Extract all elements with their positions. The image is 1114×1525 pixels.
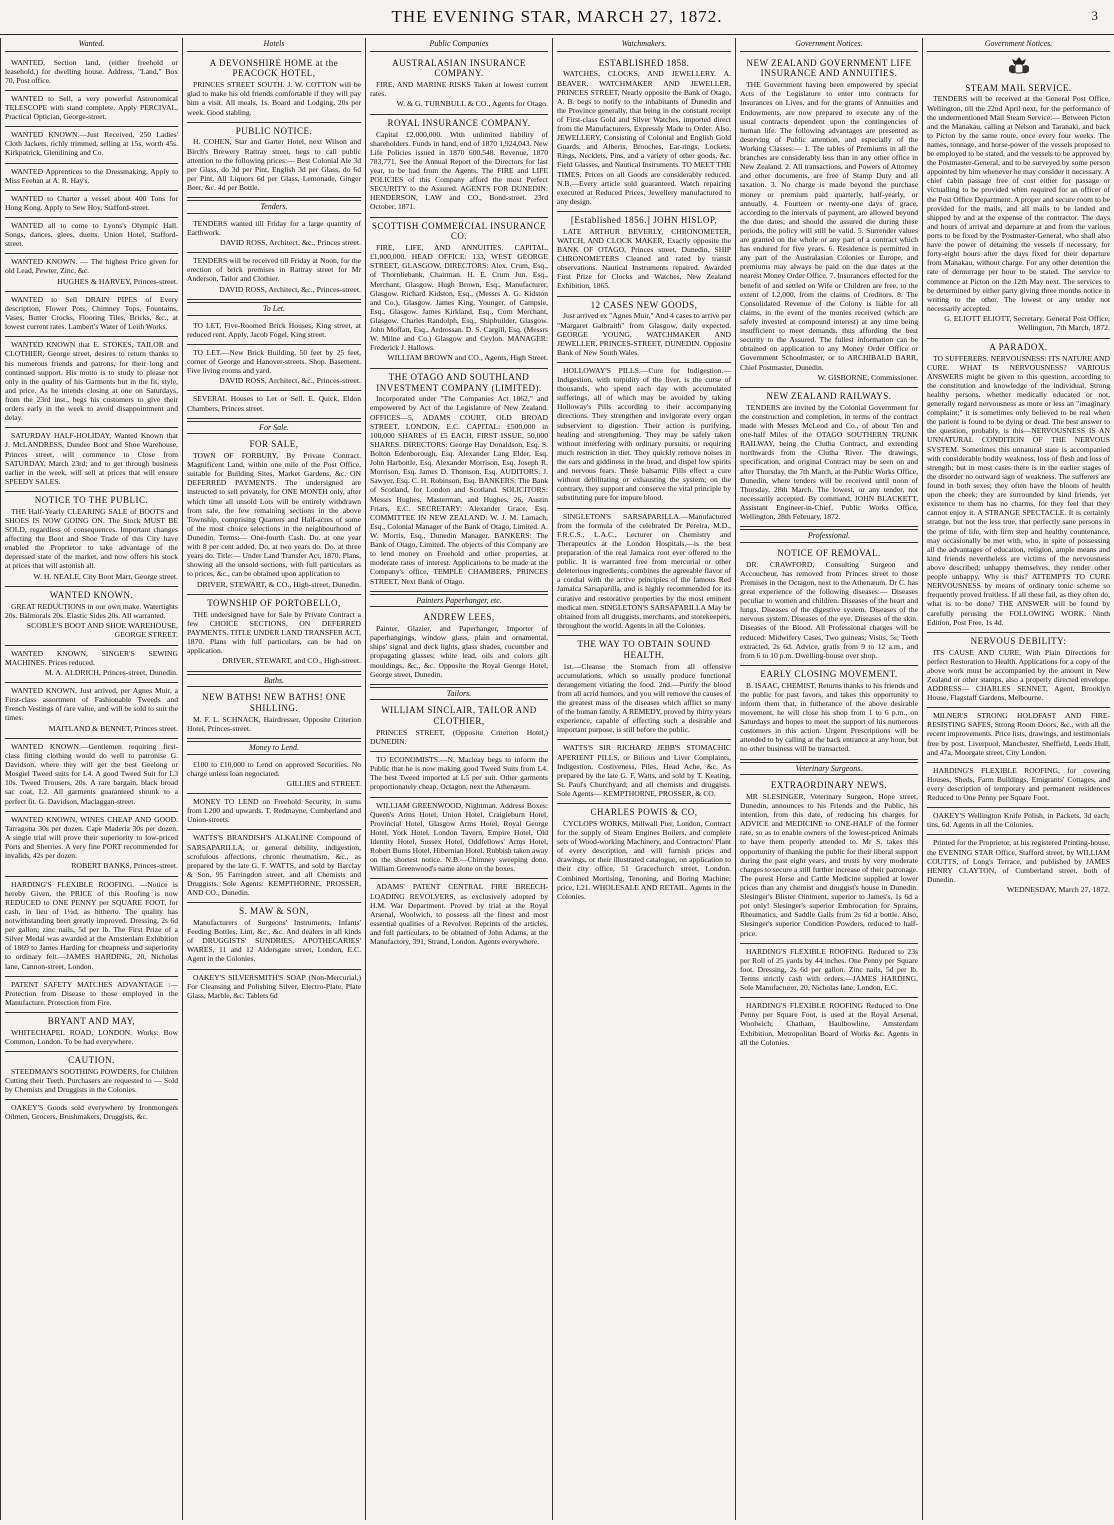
ad-body: MONEY TO LEND on Freehold Security, in sums from L200 and upwards. T. Redmayne, Cumberland and Union-streets. bbox=[187, 797, 361, 825]
advertisement bbox=[740, 388, 918, 527]
advertisement bbox=[5, 977, 178, 1013]
ad-body: HOLLOWAY'S PILLS.—Cure for Indigestion.—Indigestion, with torpidity of the liver, is the curse of thousands, who spend each day with accumulated sufferings, all of which may be avoided by taking Holloway's Pills according to their accompanying directions. They strengthen and invigorate every organ subservient to digestion. Their action is purifying, healing and strengthening. They may be safely taken without interfering with ordinary pursuits, or requiring much restriction in diet. They quickly remove noises in the ears and giddiness in the head, and dispel low spirits and nervous fears. These balsamic Pills effect a cure without debilitating or exhausting the system; on the contrary, they support and conserve the vital principle by substituting pure for impure blood. bbox=[557, 365, 731, 503]
ad-heading: NEW BATHS! NEW BATHS! ONE SHILLING. bbox=[202, 692, 346, 713]
ad-heading: ROYAL INSURANCE COMPANY. bbox=[387, 117, 531, 128]
ad-body: Printed for the Proprietor, at his registered Printing-house, the EVENING STAR Office, Stafford street, by WILLIAM COUTTS, of Long's Terrace, and published by JAMES HENRY CLAYTON, of Cumberland street, both of Dunedin. bbox=[927, 838, 1110, 884]
ad-body: TO ECONOMISTS.—N. Macleay begs to inform the Public that he is now making good Tweed Suits from L4. The best Tweed imported at L5 per suit. Other garments proportionately cheap. Octagon, next the Athenæum. bbox=[370, 755, 548, 792]
ad-signature: WEDNESDAY, March 27, 1872. bbox=[1006, 884, 1110, 894]
advertisement bbox=[5, 428, 178, 492]
advertisement bbox=[5, 587, 178, 646]
ad-heading: ESTABLISHED 1858. bbox=[598, 57, 690, 68]
ad-body: HARDING'S FLEXIBLE ROOFING. Reduced to 23s per Roll of 25 yards by 44 inches. One Penny per Square foot. Dressing, 2s 6d per gallon. Zinc nails, 5d per lb. Terms strictly cash with orders.—JAMES HARDING, Sole Manufacturer, 20, Nicholas lane, London, E.C. bbox=[740, 946, 918, 993]
column-header: Government Notices. bbox=[740, 38, 918, 52]
advertisement bbox=[5, 127, 178, 163]
ad-body: PRINCES STREET SOUTH. J. W. COTTON will be glad to make his old friends comfortable if they will pay him a visit. All meals, 1s. Board and Lodging, 20s per week. Good stabling. bbox=[187, 80, 361, 117]
advertisement bbox=[5, 683, 178, 739]
advertisement bbox=[740, 545, 918, 666]
ad-signature: G. ELIOTT ELIOTT, Secretary. General Post Office, Wellington, 7th March, 1872. bbox=[944, 314, 1110, 333]
ad-signature: HUGHES & HARVEY, Princes-street. bbox=[57, 276, 178, 286]
ad-body: WANTED to Sell DRAIN PIPES of Every description, Flower Pots, Chimney Tops, Fountains, Vases, Butter Crocks, Flooring Tiles, Bricks, &c., at lowest current rates. Lambert's Water of Leith Works. bbox=[5, 294, 178, 332]
advertisement bbox=[187, 123, 361, 198]
column-government-notices-1 bbox=[735, 38, 922, 1520]
ad-body: M. F. L. SCHNACK, Hairdresser, Opposite Criterion Hotel, Princes-street. bbox=[187, 714, 361, 733]
advertisement bbox=[187, 391, 361, 418]
advertisement bbox=[5, 1100, 178, 1126]
ad-heading: NOTICE OF REMOVAL. bbox=[777, 547, 881, 558]
advertisement bbox=[5, 812, 178, 877]
advertisement bbox=[5, 55, 178, 91]
ad-body: TO SUFFERERS. NERVOUSNESS: ITS NATURE AND CURE. WHAT IS NERVOUSNESS? VARIOUS ANSWERS might be given to this question, according to the constitution and knowledge of the individual. Strong healthy persons, whether medically educated or not, generally regard nervousness as more or less an "imaginary complaint;" it is sometimes only believed to be real when the patient is found to be dying or dead. The best answer to the question, probably, is this—NERVOUSNESS IS AN UNNATURAL CONDITION OF THE NERVOUS SYSTEM. Sometimes this unnatural state is accompanied with considerable bodily weakness, loss of flesh and loss of strength; but in most cases there is in the earlier stages of the disorder no outward sign of weakness. The sufferers are found in both sexes; they often have the bloom of health upon the cheek; they are surrounded by kind friends, yet existence to them has no charms, for they feel that they cannot enjoy it. A STRANGE SPECTACLE. It is certainly strange, but not the less true, that perfectly sane persons in the prime of life, with firm step and healthy countenance, may occasionally be met with, who, in spite of possessing all the advantages of education, religion, ample means and kind friends nevertheless are victims of the nervousness above described; unhappy themselves, they render other people unhappy. Why is this? ATTEMPTS TO CURE NERVOUSNESS by means of ordinary tonic scheme so frequently proved fruitless. If all these fail, as they often do, what is to be done? THE ANSWER will be found by carefully perusing the FOLLOWING WORK. Ninth Edition, Post Free, 1s 4d. bbox=[927, 353, 1110, 627]
ad-body: WANTED KNOWN, SINGER'S SEWING MACHINES. Prices reduced. bbox=[5, 648, 178, 667]
advertisement bbox=[927, 708, 1110, 763]
advertisement bbox=[557, 636, 731, 740]
ad-signature: GILLIES and STREET. bbox=[286, 778, 361, 788]
ad-body: WANTED KNOWN.—Gentlemen requiring first-class fitting clothing would do well to patronise G. Davidson, where they will get the best Geelong or Mosgiel Tweed suits for L4. A good Tweed Suit for L3 10s. Tweed Trousers, 20s. A rare bargain, black broad sac coat, L2. All garments guaranteed shrunk to a perfect fit. G. Davidson, Maclaggan-street. bbox=[5, 741, 178, 806]
advertisement bbox=[187, 830, 361, 903]
ad-body: SEVERAL Houses to Let or Sell. E. Quick, Eldon Chambers, Princes street. bbox=[187, 394, 361, 413]
advertisement bbox=[187, 794, 361, 830]
ad-body: WANTED all to come to Lyons's Olympic Hall. Songs, dances, glees, duetts. Union Hotel, Stafford-street. bbox=[5, 221, 178, 249]
advertisement bbox=[187, 689, 361, 739]
ad-body: WILLIAM GREENWOOD, Nightman. Address Boxes: Queen's Arms Hotel, Union Hotel, Craigieburn Hotel, Provincial Hotel, Glasgow Arms Hotel, Royal George Hotel, York Hotel, London Tavern, Empire Hotel, Old Identity Hotel, Sussex Hotel, Oddfellows' Arms Hotel, Robert Burns Hotel, Hibernian Hotel. Rubbish taken away on the shortest notice. N.B.—Chimney sweeping done. William Greenwood's name alone on the boxes. bbox=[370, 800, 548, 874]
ad-body: Capital £2,000,000. With unlimited liability of shareholders. Funds in hand, end of 1870 1,924,043. New Life Policies issued in 1870 600,548. Revenue, 1870 783,771. See the Annual Report of the Directors for last year, to be had from the Agents. The FIRE and LIFE POLICIES of this Company afford the most Perfect SECURITY to the Assured. AGENTS FOR DUNEDIN: HENDERSON, LAW and CO., Bond-street. 23rd October, 1871. bbox=[370, 129, 548, 212]
section-header: Tenders. bbox=[187, 200, 361, 214]
advertisement bbox=[370, 609, 548, 684]
advertisement bbox=[187, 345, 361, 392]
ad-heading: ANDREW LEES, bbox=[423, 612, 495, 623]
ad-body: FIRE, LIFE, AND ANNUITIES. CAPITAL, £1,000,000. HEAD OFFICE: 133, WEST GEORGE STREET, GLASGOW. DIRECTORS: Alex. Crum, Esq., of Thornliebank, Chairman. H. E. Crum Jun. Esq., Merchant, Glasgow. Hugh Brown, Esq., Manufacturer, Glasgow. Richard Kidston, Esq., (Messrs A. G. Kidston and Co.), Glasgow. James King, Younger, of Campsie, Esq., Glasgow. James Kirkland, Esq., Corn Merchant, Glasgow. Charles Randolph, Esq., Shipbuilder, Glasgow. John Moffatt, Esq., Ardrossan. D. S. Cargill, Esq. (Messrs W. Milne and Co.) Glasgow and Ceylon. MANAGER: Frederick J. Hallows. bbox=[370, 243, 548, 353]
ad-signature: DRIVER, STEWART, and CO., High-street. bbox=[222, 656, 361, 666]
column-public-companies bbox=[365, 38, 552, 1520]
column-header: Hotels bbox=[187, 38, 361, 52]
advertisement bbox=[370, 115, 548, 218]
advertisement bbox=[187, 216, 361, 254]
advertisement bbox=[187, 55, 361, 123]
ad-body: TENDERS will be received till Friday at Noon, for the erection of brick premises in Rattray street for Mr Anderson, Tailor and Clothier. bbox=[187, 256, 361, 284]
advertisement bbox=[370, 752, 548, 797]
ad-signature: M. A. ALDRICH, Princes-street, Dunedin. bbox=[44, 667, 178, 677]
advertisement bbox=[557, 212, 731, 297]
advertisement bbox=[370, 369, 548, 592]
advertisement bbox=[5, 646, 178, 684]
ad-body: WANTED KNOWN that E. STOKES, TAILOR and CLOTHIER, George street, desires to return thanks to his numerous friends and patrons, for their long and continued support. His motto is to study to please not only in the quality of his Garments but in the fit, style, and price. As he intends closing at one on Saturdays, from the 23rd inst., begs his customers to give their orders early in the week to avoid disappointment and delay. bbox=[5, 340, 178, 423]
advertisement bbox=[740, 777, 918, 944]
ad-heading: FOR SALE, bbox=[249, 439, 299, 450]
advertisement bbox=[5, 191, 178, 218]
ad-heading: PUBLIC NOTICE. bbox=[235, 125, 313, 136]
section-header: Baths. bbox=[187, 674, 361, 688]
advertisement bbox=[557, 55, 731, 212]
advertisement bbox=[5, 254, 178, 292]
advertisement bbox=[740, 666, 918, 760]
ad-heading: NEW ZEALAND RAILWAYS. bbox=[766, 391, 892, 402]
advertisement bbox=[187, 436, 361, 595]
advertisement bbox=[927, 633, 1110, 708]
section-header: Professional. bbox=[740, 529, 918, 543]
ad-heading: CHARLES POWIS & CO, bbox=[590, 807, 698, 818]
advertisement bbox=[187, 757, 361, 795]
ad-body: WANTED KNOWN.—Just Received, 250 Ladies' Cloth Jackets, richly trimmed, selling at 15s, worth 45s. Kirkpatrick, Glendining and Co. bbox=[5, 130, 178, 158]
section-header: Tailors. bbox=[370, 687, 548, 701]
ad-body: TENDERS wanted till Friday for a large quantity of Earthwork. bbox=[187, 218, 361, 237]
ad-body: Incorporated under "The Companies Act 1862," and empowered by Act of the Legislature of New Zealand. OFFICES—5, ADAMS COURT, OLD BROAD STREET, LONDON, E.C. CAPITAL: £500,000 in 100,000 SHARES of £5 EACH, FIRST ISSUE, 50,000 SHARES. DIRECTORS: George Hay Donaldson, Esq. S. Bolton Edenborough, Esq. Alexander Lang Elder, Esq. John Harbottle, Esq. Alexander Morrison, Esq. Joseph R. Morrison, Esq. James D. Thomson, Esq. AUDITORS: J. Sawyer, Esq. C. H. Robinson, Esq. BANKERS: The Bank of Scotland, for London and Scotland. SOLICITORS: Messrs Hughes, Masterman, and Hughes, 26, Austin Friars, E.C. SECRETARY: Alexander Grace, Esq. COMMITTEE IN NEW ZEALAND: W. J. M. Larnach, Esq., Colonial Manager of the Bank of Otago, Limited. A. W. Morris, Esq., Dunedin Manager. BANKERS: The Bank of Otago, Limited. The objects of this Company are to lend money on Freehold and other properties, at moderate rates of interest. Applications to be made at the Company's office, TEMPLE CHAMBERS, PRINCES STREET, Next Bank of Otago. bbox=[370, 394, 548, 586]
advertisement bbox=[557, 509, 731, 636]
advertisement bbox=[5, 877, 178, 977]
ad-body: 1st.—Cleanse the Stomach from all offensive accumulations, which so usually produce functional derangement vitiating the food. 2nd.—Purify the blood from all acrid humors, and you will remove the causes of the greatest mass of the diseases which afflict so many of the human family. A REMEDY, proved by thirty years experience, capable of effecting such a desirable and important purpose, is still before the public. bbox=[557, 661, 731, 735]
advertisement bbox=[5, 218, 178, 254]
advertisement bbox=[187, 903, 361, 969]
ad-heading: BRYANT AND MAY, bbox=[47, 1016, 136, 1027]
ad-body: DR. CRAWFORD, Consulting Surgeon and Accoucheur, has removed from Princes street to those Premises in the Octagon, next to the Athenæum. Dr C. has great experience of the following diseases:— Diseases peculiar to women and children. Diseases of the heart and lungs. Diseases of the digestive system. Diseases of the nervous system. Diseases of the eye. Diseases of the skin. Diseases of the Blood. All Professional charges will be reduced: Midwifery Cases, Two guineas; Visits, 5s; Teeth extracted, 2s 6d. Advice, gratis from 9 to 12 a.m., and from 6 to 10 p.m. Dwelling-house over shop. bbox=[740, 559, 918, 660]
ad-body: WANTED to Sell, a very powerful Astronomical TELESCOPE with stand complete. Apply PERCIVAL, Practical Optician, George-street. bbox=[5, 93, 178, 122]
ad-body: Painter, Glazier, and Paperhanger, Importer of paperhangings, window glass, plain and ornamental, ships' signal and deck lights, glass shades, cucumber and propagating glasses; white lead, oils and colors gilt mouldings, &c., &c. Opposite the Royal George Hotel, George street, Dunedin. bbox=[370, 624, 548, 679]
ad-body: TO LET, Five-Roomed Brick Houses, King street, at reduced rent. Apply, Jacob Fogel, King street. bbox=[187, 320, 361, 339]
advertisement bbox=[557, 804, 731, 906]
ad-body: GREAT REDUCTIONS in our own make. Watertights 20s. Balmorals 20s. Elastic Sides 20s. All warranted. bbox=[5, 601, 178, 620]
advertisement bbox=[740, 998, 918, 1052]
advertisement bbox=[187, 970, 361, 1005]
ad-heading: 12 CASES NEW GOODS, bbox=[590, 299, 698, 310]
column-header: Watchmakers. bbox=[557, 38, 731, 52]
advertisement bbox=[740, 55, 918, 388]
ad-body: PATENT SAFETY MATCHES ADVANTAGE :— Protection from Disease to those employed in the Manufacture. Protection from Fire. bbox=[5, 979, 178, 1007]
advertisement bbox=[187, 595, 361, 672]
ad-body: OAKEY'S Goods sold everywhere by Ironmongers Oilmen, Grocers, Brushmakers, Druggists, &c. bbox=[5, 1103, 178, 1122]
ad-heading: S. MAW & SON, bbox=[239, 906, 309, 917]
column-watchmakers bbox=[552, 38, 735, 1520]
ad-body: PRINCES STREET, (Opposite Criterion Hotel,) DUNEDIN. bbox=[370, 727, 548, 747]
advertisement bbox=[187, 318, 361, 345]
ad-signature: MAITLAND & BENNET, Princes street. bbox=[48, 723, 178, 733]
ad-heading: STEAM MAIL SERVICE. bbox=[965, 82, 1072, 93]
ad-signature: SCOBLE'S BOOT AND SHOE WAREHOUSE, GEORGE STREET. bbox=[26, 620, 178, 640]
advertisement bbox=[370, 218, 548, 369]
ad-body: Just arrived ex "Agnes Muir," And 4 cases to arrive per "Margaret Galbraith" from Glasgow, daily expected. GEORGE YOUNG, WATCHMAKER AND JEWELLER, PRINCES-STREET, DUNEDIN. Opposite Bank of New South Wales. bbox=[557, 311, 731, 357]
column-header: Government Notices. bbox=[927, 38, 1110, 52]
section-header: Painters Paperhanger, etc. bbox=[370, 594, 548, 608]
ad-body: TOWN OF FORBURY, By Private Contract. Magnificent Land, within one mile of the Post Office, suitable for Building Sites, Market Gardens, &c. ON DEFERRED PAYMENTS. The undersigned are instructed to sell privately, for ONE MONTH only, after which time all unsold Lots will be entirely withdrawn from sale, the few remaining sections in the above Township, comprising Quarters and Half-acres of some of the most choice selections in the neighbourhood of Dunedin. Terms:— One-fourth Cash. Do. at one year with 8 per cent added. Do. at two years do. Do. at three years do. Title:— Under Land Transfer Act, 1870. Plans, showing all the unsold sections, with full particulars as to prices, &c., can be obtained upon application to bbox=[187, 451, 361, 579]
ad-body: WHITECHAPEL ROAD, LONDON. Works: Bow Common, London. To be had everywhere. bbox=[5, 1027, 178, 1046]
advertisement bbox=[5, 739, 178, 812]
ad-heading: EARLY CLOSING MOVEMENT. bbox=[760, 668, 898, 679]
ad-body: CYCLOPS WORKS, Millwall Pier, London, Contract for the supply of Steam Engines Boilers, and complete sets of Wood-working Machinery, and Contractors' Plant of every description, and will furnish prices and drawings, or their illustrated catalogue, on application to their city office, 51 Gracechurch street, London. Combined Mortising, Tenoning, and Boring Machine; price, L21. WHOLESALE AND RETAIL. Agents in the Colonies. bbox=[557, 818, 731, 901]
ad-heading: SCOTTISH COMMERCIAL INSURANCE CO. bbox=[371, 220, 547, 242]
ad-body: OAKEY'S SILVERSMITH'S SOAP (Non-Mercurial,) For Cleansing and Polishing Silver, Electro-Plate, Plate Glass, Marble, &c. Tablets 6d bbox=[187, 972, 361, 1000]
advertisement bbox=[5, 1052, 178, 1100]
advertisement bbox=[5, 91, 178, 127]
ad-body: LATE ARTHUR BEVERLY, CHRONOMETER, WATCH, AND CLOCK MAKER, Exactly opposite the BANK OF OTAGO, Princes street, Dunedin, SHIP CHRONOMETERS Cleaned and rated by transit observations. Nautical Instruments repaired. Awarded First Prize for Clocks and Watches, New Zealand Exhibition, 1865. bbox=[557, 226, 731, 291]
column-header: Public Companies bbox=[370, 38, 548, 52]
ad-body: MILNER'S STRONG HOLDFAST AND FIRE-RESISTING SAFES, Strong Room Doors, &c., with all the recent improvements. Price lists, drawings, and testimonials free by post. Liverpool, Manchester, Sheffield, Leeds Hull, and 47a, Moorgate street, City London. bbox=[927, 711, 1110, 757]
section-header: Veterinary Surgeons. bbox=[740, 762, 918, 776]
masthead bbox=[0, 0, 1114, 35]
ad-body: THE undersigned have for Sale by Private Contract a few CHOICE SECTIONS, ON DEFERRED PAYMENTS. TITLE UNDER LAND TRANSFER ACT, 1870. Plans with full particulars, can be had on application. bbox=[187, 609, 361, 656]
ad-body: THE Half-Yearly CLEARING SALE of BOOTS and SHOES IS NOW GOING ON. The Stock MUST BE SOLD, regardless of consequences. Important changes affecting the Boot and Shoe Trade of this City have enabled the Proprietor to take advantage of the depressed state of the market, and now offers his stock at prices that will astonish all. bbox=[5, 506, 178, 571]
ad-heading: A PARADOX. bbox=[989, 341, 1048, 352]
advertisement bbox=[927, 763, 1110, 808]
ad-body: WANTED to Charter a vessel about 400 Tons for Hong Kong. Apply to Sew Hoy, Stafford-street. bbox=[5, 193, 178, 212]
advertisement bbox=[370, 798, 548, 880]
ad-heading: [Established 1856.] JOHN HISLOP, bbox=[570, 215, 718, 226]
ad-body: STEEDMAN'S SOOTHING POWDERS, for Children Cutting their Teeth. Purchasers are requested to — Sold by Chemists and Druggists in the Colonies. bbox=[5, 1066, 178, 1095]
ad-signature: W. & G. TURNBULL & CO., Agents for Otago. bbox=[396, 99, 548, 109]
ad-heading: THE WAY TO OBTAIN SOUND HEALTH. bbox=[577, 639, 711, 660]
advertisement bbox=[927, 80, 1110, 339]
ad-body: Manufacturers of Surgeons' Instruments, Infants' Feeding Bottles, Lint, &c., &c. And dealers in all kinds of DRUGGISTS' SUNDRIES, APOTHECARIES' WARES, 11 and 12 Aldersgate street, London, E.C. Agent in the Colonies. bbox=[187, 918, 361, 964]
ad-body: H. COHEN, Star and Garter Hotel, next Wilson and Birch's Brewery Rattray street, begs to call public attention to the following prices:— Best Colonial Ale 3d per Glass, do 3d per Pint, English 3d per Glass, do 6d per Pint, All Liquors 6d per Glass, Lemonade, Ginger Beer, &c. 4d per Bottle. bbox=[187, 137, 361, 192]
masthead-title: THE EVENING STAR, MARCH 27, 1872. bbox=[391, 7, 723, 26]
ad-signature: W. GISBORNE, Commissioner. bbox=[817, 372, 918, 382]
advertisement bbox=[927, 835, 1110, 899]
column-government-notices-2 bbox=[922, 38, 1114, 1520]
section-header: For Sale. bbox=[187, 421, 361, 435]
advertisement bbox=[5, 164, 178, 191]
ad-body: WANTED, Section land, (either freehold or leasehold,) for dwelling house. Address, "Land," Box 70, Post office. bbox=[5, 57, 178, 85]
ad-heading: TOWNSHIP OF PORTOBELLO, bbox=[207, 597, 341, 608]
advertisement bbox=[187, 253, 361, 300]
column-wanted bbox=[0, 38, 182, 1520]
advertisement bbox=[370, 702, 548, 752]
ad-body: WANTED KNOWN, Just arrived, per Agnes Muir, a First-class assortment of Fashionable Tweeds and French Vestings of rare value, and will be sold to suit the times. bbox=[5, 686, 178, 723]
section-header: Money to Lend. bbox=[187, 741, 361, 755]
advertisement bbox=[370, 55, 548, 115]
ad-heading: EXTRAORDINARY NEWS. bbox=[770, 780, 888, 791]
advertisement bbox=[557, 297, 731, 363]
ad-heading: A DEVONSHIRE HOME at the PEACOCK HOTEL, bbox=[209, 57, 339, 79]
ad-signature: WILLIAM BROWN and CO., Agents, High Street. bbox=[387, 353, 548, 363]
column-hotels bbox=[182, 38, 365, 1520]
ad-body: ADAMS' PATENT CENTRAL FIRE BREECH-LOADING REVOLVERS, as exclusively adopted by H.M. War Department. Proved by trial at the Royal Arsenal, Woolwich, to possess all the finest and most essential qualities of a Revolver. Reprints of the articles, and full particulars, to be obtained of John Adams, at the Manufactory, 391, Strand, London. Agents everywhere. bbox=[370, 882, 548, 947]
ad-body: SINGLETON'S SARSAPARILLA.—Manufactured from the formula of the celebrated Dr Pereira, M.D., F.R.C.S., L.A.C., Lecturer on Chemistry and Therapeutics at the London Hospitals,—is the best preparation of the real Jamaica root ever offered to the public. It is warranted free from mercurial or other deleterious ingredients, combines the agreeable flavor of a cordial with the active principles of the famous Red Jamaica Sarsaparilla, and is highly recommended for its curative and restorative properties by the most eminent medical men. SINGLETON'S SARSAPARILLA May be obtained from all druggists, merchants, and storekeepers, throughout the world. Agents in all the Colonies. bbox=[557, 511, 731, 630]
ad-body: HARDING'S FLEXIBLE ROOFING, for covering Houses, Sheds, Farm Buildings, Emigrants' Cottages, and every description of temporary and permanent residences Reduced to One Penny per Square Foot. bbox=[927, 765, 1110, 803]
ad-body: SATURDAY HALF-HOLIDAY, Wanted Known that J. McLANDRESS, Dundee Boot and Shoe Warehouse, Princes street, will commence to Close from SATURDAY, March 23rd; and to get through business earlier in the week, will sell at prices that will ensure SPEEDY SALES. bbox=[5, 431, 178, 486]
ad-body: HARDING'S FLEXIBLE ROOFING Reduced to One Penny per Square Foot, is used at the Royal Arsenal, Woolwich; Chatham, Haulbowline, Amsterdam Exhibition, Metropolitan Board of Works &c. Agents in all the Colonies. bbox=[740, 1001, 918, 1047]
ad-signature: DRIVER, STEWART, & CO., High-street, Dunedin. bbox=[196, 579, 361, 589]
ad-body: WANTED KNOWN, WINES CHEAP AND GOOD. Tarragona 30s per dozen. Cape Maderia 30s per dozen. A single trial will prove their superiority to low-priced Ports and Sherries. A very fine PORT recommended for invalids, 42s per dozen. bbox=[5, 814, 178, 861]
ad-heading: NEW ZEALAND GOVERNMENT LIFE INSURANCE AND ANNUITIES. bbox=[746, 57, 912, 79]
ad-signature: DAVID ROSS, Architect, &c., Princes street. bbox=[219, 237, 361, 247]
ad-body: WATCHES, CLOCKS, AND JEWELLERY. A. BEAVER, WATCHMAKER AND JEWELLER, PRINCES STREET, Nearly opposite the Bank of Otago, A. B. begs to notify to the inhabitants of Dunedin and the Province generally, that being in the constant receipt of First-class Gold and Silver Watches, imported direct from the Manufacturers, Expressly Made to Order. Also, JEWELLERY, Consisting of Colonial and English Gold Guards, and Alberts, Brooches, Ear-rings, Lockets, Rings, Necklets, Pins, and a variety of other goods, &c. Field Glasses, and Nautical Instruments. TO MEET THE TIMES, Prices on all Goods are considerably reduced. N.B.—Every article sold guaranteed. Watch repairing executed at Reduced Prices, Jewellery manufactured to any design. bbox=[557, 69, 731, 206]
ad-body: WANTED Apprentices to the Dressmaking. Apply to Miss Feehan at A. R. Hay's. bbox=[5, 166, 178, 185]
ad-signature: ROBERT BANKS, Princes-street. bbox=[71, 861, 178, 871]
page-number: 3 bbox=[1091, 8, 1098, 23]
royal-crest-icon bbox=[1004, 55, 1034, 77]
ad-body: TENDERS are invited by the Colonial Government for the construction and completion, in terms of the contract made with Messrs McLeod and Co., of about Ten and one-half Miles of the OTAGO SOUTHERN TRUNK RAILWAY, being the Clutha Contract, and extending northwards from the Clutha River. The drawings, specification, and original Contract may be seen on and after Thursday, the 7th March, at the Public Works Office, Dunedin, where tenders will be received until noon of Thursday, 28th March. The lowest, or any tender, not necessarily accepted. By command, JOHN BLACKETT, Assistant Engineer-in-Chief. Public Works Office, Wellington, 28th February, 1872. bbox=[740, 402, 918, 522]
ad-signature: W. H. NEALE, City Boot Mart, George street. bbox=[33, 571, 178, 581]
advertisement bbox=[5, 337, 178, 428]
ad-body: OAKEY'S Wellington Knife Polish, in Packets, 3d each; tins, 6d. Agents in all the Colonies. bbox=[927, 811, 1110, 830]
section-header: To Let. bbox=[187, 302, 361, 316]
ad-signature: DAVID ROSS, Architect, &c., Princes-street. bbox=[219, 284, 361, 294]
advertisement bbox=[5, 1013, 178, 1052]
ad-body: WATTS'S BRANDISH'S ALKALINE Compound of SARSAPARILLA, or general debility, indigestion, scrofulous affections, chronic rheumatism, &c., as prepared by the late G. F. WATTS, and sold by Barclay & Son, 95 Farringdon street, and all Chemists and Druggists. Sole Agents: KEMPTHORNE, PROSSER, AND CO., Dunedin. bbox=[187, 833, 361, 898]
column-header: Wanted. bbox=[5, 38, 178, 52]
ad-body: B. ISAAC, CHEMIST, Returns thanks to his friends and the public for past favors, and takes this opportunity to inform them that, in futherance of the above desirable movement, he will close his shop from 1 to 6 p.m., on Saturdays and hopes to meet the support of his numerous customers in this action. Urgent Prescriptions will be attended to by calling at the back entrance at any hour, but no other business will be transacted. bbox=[740, 680, 918, 754]
ad-signature: DAVID ROSS, Architect, &c., Princes-street. bbox=[219, 376, 361, 386]
ad-body: ITS CAUSE AND CURE, With Plain Directions for perfect Restoration to Health. Applications for a copy of the above work must be accompanied by the amount in New Zealand or other stamps, also a properly directed envelope. ADDRESS— CHARLES SENNET, Agent, Brooklyn House, Flagstaff Gardens, Melbourne. bbox=[927, 647, 1110, 703]
ad-body: TENDERS will be received at the General Post Office, Wellington, till the 22nd April next, for the performance of the undermentioned Mail Steam Service:— Between Picton and the Manakau, calling at Nelson and Taranaki, and back to Picton by the same route, once every four weeks. The names, tonnage, and horse-power of the vessels proposed to be employed to be stated, and the vessels to be approved by the Postmaster-General, and to be surveyed by some person appointed by him whenever he may consider it necessary. A chief cabin passage free of cost either for passage or victualling to be provided when required for an officer of the Post Office Department. A proper and secure room to be provided for the mails, and all mails to be landed and shipped by and at the expense of the contractor. The days and hours of arrival and departure at and from the various ports to be fixed by the Postmaster-General, who shall also have the power of detaining the vessels if necessary, for forty-eight hours after the days fixed for their departure from Manakau, without charge. For any other detention the rate of demurrage per hour to be stated. The service to commence at Picton on the 12th May next. The services to be determined by either party giving three months notice in writing to the other. The lowest or any tender not necessarily accepted. bbox=[927, 94, 1110, 313]
advertisement bbox=[5, 292, 178, 337]
ad-body: £100 to £10,000 to Lend on approved Securities. No charge unless loan negociated. bbox=[187, 759, 361, 778]
ad-body: WANTED KNOWN. — The highest Price given for old Lead, Pewter, Zinc, &c. bbox=[5, 257, 178, 276]
ad-body: MR SLESINGER, Veterinary Surgeon, Hope street, Dunedin, announces to his Friends and the Public, his intention, from this date, of reducing his charges for ADVICE and MEDICINE to ONE-HALF of the former rate, so as to enable owners of the lowest-priced Animals to have them properly attended to. Mr S. takes this opportunity of thanking the public for their liberal support during the past eight years, and trusts by very moderate charges to secure a still further increase of their patronage. The purest Horse and Cattle Medicine supplied at lower prices than any chemist and druggist's house in Dunedin. Slesinger's Blister Ointment, superior to James's, 1s 6d a pot only! Slesinger's superior Embrocation for Sprains, Rheumatics, and Saddle Galls from 2s 6d a bottle. Also, Slesinger's superior Condition Powders, reduced to half-price. bbox=[740, 791, 918, 938]
ad-heading: NERVOUS DEBILITY: bbox=[970, 635, 1067, 646]
ad-body: HARDING'S FLEXIBLE ROOFING. —Notice is hereby Given, the PRICE of this Roofing is now REDUCED to ONE PENNY per SQUARE FOOT, for cash, in lieu of 1½d, as hitherto. The quality has notwithstanding been greatly improved. Dressing, 2s 6d per gallon; zinc nails, 5d per lb. The First Prize of a Silver Medal was awarded at the Amsterdam Exhibition of 1869 to James Harding for cheapness and superiority to ordinary felt.—JAMES HARDING, 20, Nicholas lane, Cannon-street, London. bbox=[5, 879, 178, 971]
ad-heading: WANTED KNOWN. bbox=[49, 589, 134, 600]
ad-heading: CAUTION. bbox=[68, 1055, 115, 1066]
ad-heading: NOTICE TO THE PUBLIC. bbox=[34, 494, 149, 505]
ad-heading: WILLIAM SINCLAIR, TAILOR AND CLOTHIER, bbox=[381, 705, 537, 727]
advertisement bbox=[927, 808, 1110, 835]
advertisement bbox=[557, 740, 731, 804]
advertisement bbox=[557, 363, 731, 509]
ad-body: THE Government having been empowered by special Acts of the Legislature to enter into contracts for Insurances on Lives, and for the grants of Annuities and Endowments, are now prepared to execute any of the usual contracts dependent upon the contingencies of human life. The following advantages are presented as deserving of Public attention, and especially of the Working Classes:— 1. The tables of Premiums in all the branches are considerably less than in any other office in New Zealand. 2. All transactions, and Powers of Attorney and other documents, are free of Stamp Duty and all taxation. 3. No charge is made beyond the purchase money or premium paid quarterly, half-yearly, or annually. 4. Fourteen or twenty-one days of grace, according to the intervals of payment, are allowed beyond the due dates; and should the assured die during these periods, the policy will still be valid. 5. Surrender values are granted on the whole or any part of a contract which has endured for five years. 6. Residence is permitted in any part of the Australasian Colonies or Europe, and premiums may always be paid on the due dates at the nearest Money Order Office. 7. Insurances effected for the benefit of and settled on Wife or Children are free, to the extent of L2,000, from the claims of Creditors. 8. The Consolidated Revenue of the Colony is liable for all claims, in the event of the monies received (which are safely invested at compound interest) at any time being insufficient to meet demands, thus affording the best security to the Assured. The fullest information can be obtained on application to any Money Order Office or Government Schoolmaster, or to ARCHIBALD BARR, Chief Postmaster, Dunedin. bbox=[740, 80, 918, 372]
advertisement bbox=[370, 879, 548, 951]
ad-heading: AUSTRALASIAN INSURANCE COMPANY. bbox=[392, 57, 526, 79]
advertisement bbox=[927, 339, 1110, 633]
ad-body: FIRE, AND MARINE RISKS Taken at lowest current rates. bbox=[370, 80, 548, 99]
advertisement bbox=[740, 944, 918, 999]
ad-body: TO LET.—New Brick Building, 50 feet by 25 feet, corner of George and Hanover-streets. Shop. Basement. Five living rooms and yard. bbox=[187, 347, 361, 375]
ad-heading: THE OTAGO AND SOUTHLAND INVESTMENT COMPANY (LIMITED). bbox=[376, 371, 542, 393]
ad-body: WATTS'S SIR RICHARD JEBB'S STOMACHIC APERIENT PILLS, or Bilious and Liver Complaints, Indigestion, Costiveness, Piles, Head Ache, &c. As prepared by the late G. F. Watts, and sold by T. Keating, St. Paul's Churchyard; and all chemists and druggists. Sole Agents— KEMPTHORNE, PROSSER, & CO. bbox=[557, 743, 731, 799]
advertisement bbox=[5, 492, 178, 587]
